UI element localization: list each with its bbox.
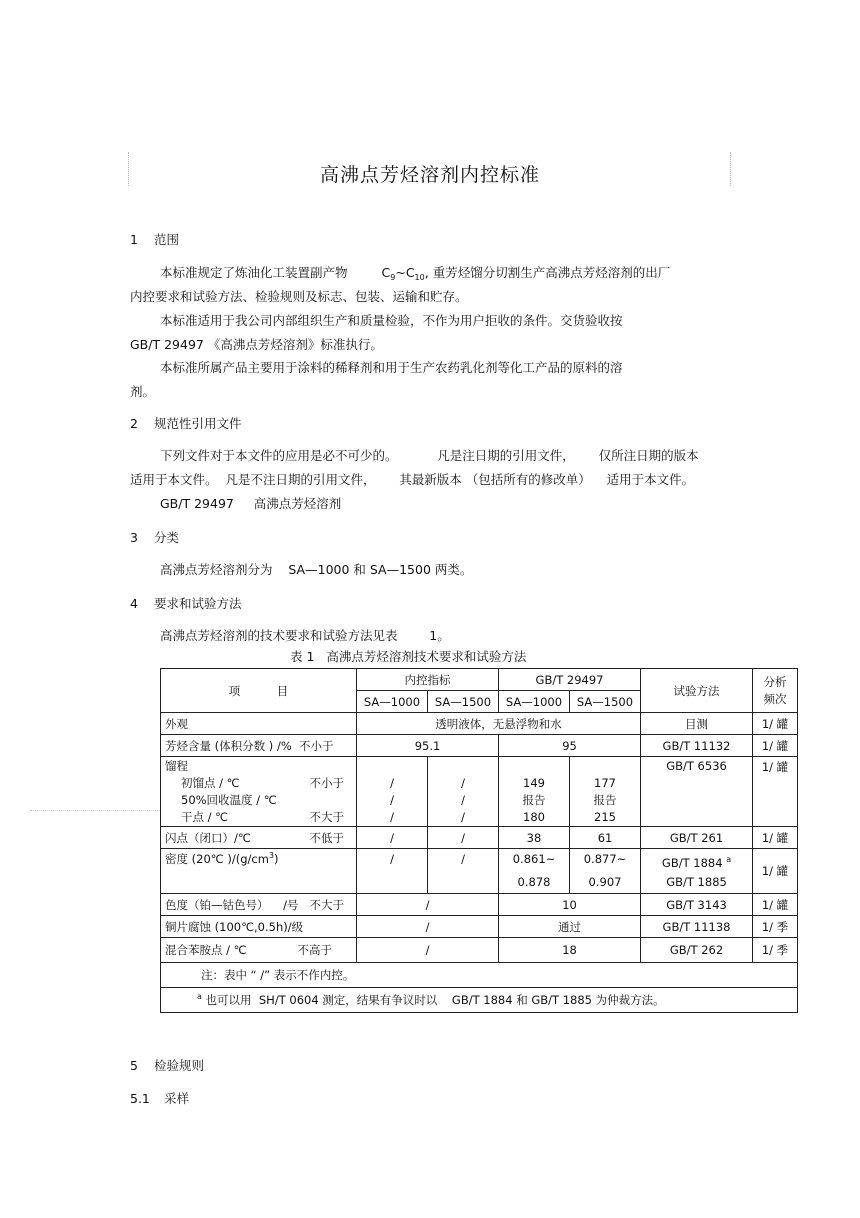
header-freq: 分析 频次 [753, 669, 798, 713]
s1-para2-line2: GB/T 29497 《高沸点芳烃溶剂》标准执行。 [130, 337, 383, 352]
s2-para1-line2: 适用于本文件。 凡是不注日期的引用文件， 其最新版本 （包括所有的修改单） 适用于本文件。 [130, 472, 695, 487]
table-row-appearance: 外观 透明液体，无悬浮物和水 目测 1/ 罐 [161, 713, 798, 735]
table-header-row-1 [161, 669, 798, 691]
page-title: 高沸点芳烃溶剂内控标准 [319, 164, 540, 186]
s3-para1: 高沸点芳烃溶剂分为 SA—1000 和 SA—1500 两类。 [160, 562, 473, 577]
header-internal: 内控指标 [357, 669, 499, 691]
margin-dotted-line [30, 810, 160, 811]
table-row-copper-corrosion: 铜片腐蚀 (100℃,0.5h)/级 / 通过 GB/T 11138 1/ 季 [161, 916, 798, 938]
header-gbt-sa1000: SA—1000 [499, 691, 570, 713]
section-3-heading: 3 分类 [130, 530, 180, 545]
header-item: 项 目 [161, 669, 357, 713]
table-row-flash-point: 闪点（闭口）/℃ 不低于 / / 38 61 GB/T 261 1/ 罐 [161, 827, 798, 849]
s2-para1-line1: 下列文件对于本文件的应用是必不可少的。 凡是注日期的引用文件， 仅所注日期的版本 [160, 448, 699, 463]
header-gbt-sa1500: SA—1500 [570, 691, 641, 713]
table-note-2: $^a$ 也可以用 SH/T 0604 测定，结果有争议时以 GB/T 1884 和 GB/T 1885 为仲裁方法。 [161, 988, 798, 1013]
s2-reference: GB/T 29497 高沸点芳烃溶剂 [160, 496, 342, 511]
table-row-density: 密度 (20℃ )$/(g/cm^3)$ / / 0.861~ 0.878 0.877~ 0.907 GB/T 1884 $^a$ GB/T 1885 1/ 罐 [161, 849, 798, 894]
table-row-distillation: 馏程 初馏点 / ℃ 不小于 50%回收温度 / ℃ 干点 / ℃ 不大于 / / / / / / 149 报告 180 177 报告 215 GB/T 6536 1/ 罐 [161, 757, 798, 827]
s4-para1: 高沸点芳烃溶剂的技术要求和试验方法见表 1。 [160, 628, 450, 643]
table-row-aniline-point: 混合苯胺点 / ℃ 不高于 / 18 GB/T 262 1/ 季 [161, 938, 798, 963]
header-internal-sa1500: SA—1500 [428, 691, 499, 713]
section-5-1-heading: 5.1 采样 [130, 1091, 190, 1106]
table-row-color: 色度（铂—钴色号） /号 不大于 / 10 GB/T 3143 1/ 罐 [161, 894, 798, 916]
header-method: 试验方法 [641, 669, 753, 713]
header-internal-sa1000: SA—1000 [357, 691, 428, 713]
section-2-heading: 2 规范性引用文件 [130, 416, 242, 431]
table-row-aromatic: 芳烃含量 (体积分数 ) /% 不小于 95.1 95 GB/T 11132 1/ 罐 [161, 735, 798, 757]
section-5-heading: 5 检验规则 [130, 1058, 205, 1073]
table-caption: 表 1 高沸点芳烃溶剂技术要求和试验方法 [290, 649, 527, 664]
table-note-1: 注：表中 “ /” 表示不作内控。 [161, 963, 798, 988]
section-4-heading: 4 要求和试验方法 [130, 596, 242, 611]
s1-para3-line1: 本标准所属产品主要用于涂料的稀释剂和用于生产农药乳化剂等化工产品的原料的溶 [160, 360, 623, 375]
s1-para2-line1: 本标准适用于我公司内部组织生产和质量检验，不作为用户拒收的条件。交货验收按 [160, 313, 623, 328]
s1-para3-line2: 剂。 [130, 384, 156, 399]
section-1-heading: 1 范围 [130, 232, 180, 247]
spec-table [160, 668, 798, 1013]
s1-para1-line2: 内控要求和试验方法、检验规则及标志、包装、运输和贮存。 [130, 289, 468, 304]
s1-para1-line1: 本标准规定了炼油化工装置副产物 $C_9\sim C_{10}$, 重芳烃馏分切割生产高沸点芳烃溶剂的出厂 [160, 265, 671, 282]
header-gbt: GB/T 29497 [499, 669, 641, 691]
